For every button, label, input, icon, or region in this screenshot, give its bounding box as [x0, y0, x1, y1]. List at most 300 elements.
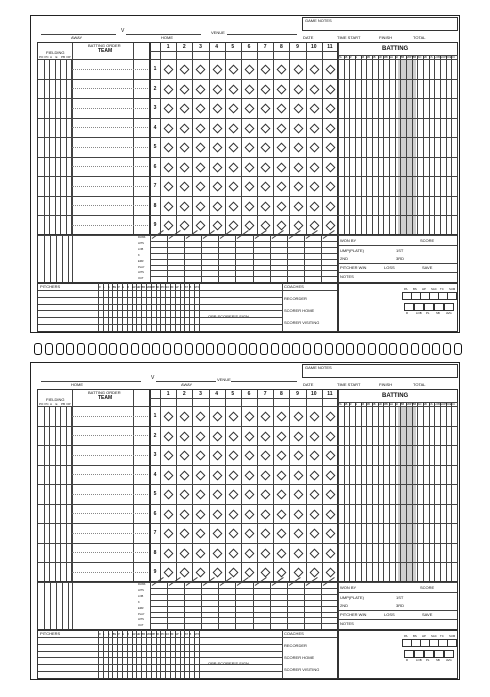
inning-col-line	[209, 43, 210, 235]
base-diamond-icon[interactable]	[277, 548, 287, 558]
counter-box[interactable]	[404, 303, 414, 311]
base-diamond-icon[interactable]	[309, 412, 319, 422]
base-diamond-icon[interactable]	[164, 431, 174, 441]
total-col-line	[287, 582, 288, 630]
base-diamond-icon[interactable]	[212, 451, 222, 461]
base-diamond-icon[interactable]	[228, 529, 238, 539]
batting-col-line	[372, 402, 376, 582]
base-diamond-icon[interactable]	[261, 84, 271, 94]
base-diamond-icon[interactable]	[196, 470, 206, 480]
base-diamond-icon[interactable]	[245, 182, 255, 192]
base-diamond-icon[interactable]	[180, 431, 190, 441]
finish-label: FINISH	[379, 35, 393, 40]
base-diamond-icon[interactable]	[228, 221, 238, 231]
base-diamond-icon[interactable]	[325, 84, 335, 94]
base-diamond-icon[interactable]	[309, 431, 319, 441]
base-diamond-icon[interactable]	[196, 182, 206, 192]
base-diamond-icon[interactable]	[180, 451, 190, 461]
base-diamond-icon[interactable]	[180, 162, 190, 172]
lineup-block	[37, 42, 151, 236]
total-row-line	[150, 617, 338, 618]
base-diamond-icon[interactable]	[164, 65, 174, 75]
venue-line[interactable]	[231, 381, 297, 382]
base-diamond-icon[interactable]	[228, 568, 238, 578]
base-diamond-icon[interactable]	[212, 548, 222, 558]
inning-number: 5	[231, 43, 235, 50]
base-diamond-icon[interactable]	[245, 104, 255, 114]
base-diamond-icon[interactable]	[228, 84, 238, 94]
base-diamond-icon[interactable]	[245, 123, 255, 133]
counter-label: PL	[426, 311, 430, 315]
base-diamond-icon[interactable]	[277, 509, 287, 519]
counter-box[interactable]	[447, 292, 457, 300]
base-diamond-icon[interactable]	[245, 490, 255, 500]
base-diamond-icon[interactable]	[180, 509, 190, 519]
lineup-row-line	[38, 523, 150, 524]
base-diamond-icon[interactable]	[293, 182, 303, 192]
inning-number: 2	[182, 43, 186, 50]
pitchers-label: PITCHERS	[40, 631, 61, 636]
total-row-label: OUT	[138, 277, 144, 281]
base-diamond-icon[interactable]	[309, 529, 319, 539]
base-diamond-icon[interactable]	[180, 470, 190, 480]
base-diamond-icon[interactable]	[212, 201, 222, 211]
base-diamond-icon[interactable]	[164, 470, 174, 480]
counter-box[interactable]	[424, 650, 434, 658]
counter-box[interactable]	[414, 650, 424, 658]
base-diamond-icon[interactable]	[196, 568, 206, 578]
inning-number: 7	[263, 390, 267, 397]
base-diamond-icon[interactable]	[277, 431, 287, 441]
base-diamond-icon[interactable]	[309, 509, 319, 519]
base-diamond-icon[interactable]	[309, 162, 319, 172]
base-diamond-icon[interactable]	[212, 65, 222, 75]
base-diamond-icon[interactable]	[325, 123, 335, 133]
base-diamond-icon[interactable]	[164, 162, 174, 172]
lineup-row-line	[38, 426, 150, 427]
base-diamond-icon[interactable]	[277, 123, 287, 133]
inning-number: 6	[247, 390, 251, 397]
base-diamond-icon[interactable]	[325, 412, 335, 422]
base-diamond-icon[interactable]	[180, 412, 190, 422]
game-notes-box[interactable]	[302, 364, 458, 378]
base-diamond-icon[interactable]	[261, 490, 271, 500]
base-diamond-icon[interactable]	[325, 548, 335, 558]
base-diamond-icon[interactable]	[164, 123, 174, 133]
base-diamond-icon[interactable]	[309, 143, 319, 153]
base-diamond-icon[interactable]	[212, 490, 222, 500]
base-diamond-icon[interactable]	[196, 548, 206, 558]
base-diamond-icon[interactable]	[293, 123, 303, 133]
base-diamond-icon[interactable]	[261, 412, 271, 422]
base-diamond-icon[interactable]	[293, 568, 303, 578]
inning-number: 5	[231, 390, 235, 397]
base-diamond-icon[interactable]	[180, 123, 190, 133]
batting-col-header: HBP	[406, 55, 412, 59]
batting-stats	[337, 42, 458, 236]
base-diamond-icon[interactable]	[164, 412, 174, 422]
base-diamond-icon[interactable]	[293, 431, 303, 441]
base-diamond-icon[interactable]	[212, 529, 222, 539]
base-diamond-icon[interactable]	[180, 182, 190, 192]
base-diamond-icon[interactable]	[245, 162, 255, 172]
base-diamond-icon[interactable]	[325, 529, 335, 539]
batting-col-header: SB	[423, 402, 427, 406]
counter-box[interactable]	[404, 650, 414, 658]
base-diamond-icon[interactable]	[261, 65, 271, 75]
counter-box[interactable]	[444, 303, 454, 311]
base-diamond-icon[interactable]	[277, 104, 287, 114]
base-diamond-icon[interactable]	[309, 221, 319, 231]
pitching-col-header: NP	[175, 632, 179, 636]
base-diamond-icon[interactable]	[277, 182, 287, 192]
base-diamond-icon[interactable]	[196, 431, 206, 441]
base-diamond-icon[interactable]	[293, 221, 303, 231]
spiral-ring-icon	[45, 343, 53, 355]
counter-box[interactable]	[434, 303, 444, 311]
counter-label: R	[406, 311, 409, 315]
base-diamond-icon[interactable]	[228, 104, 238, 114]
base-diamond-icon[interactable]	[261, 431, 271, 441]
base-diamond-icon[interactable]	[261, 123, 271, 133]
base-diamond-icon[interactable]	[180, 143, 190, 153]
total-row-line	[150, 247, 338, 248]
base-diamond-icon[interactable]	[325, 104, 335, 114]
base-diamond-icon[interactable]	[293, 84, 303, 94]
base-diamond-icon[interactable]	[180, 490, 190, 500]
base-diamond-icon[interactable]	[309, 104, 319, 114]
base-diamond-icon[interactable]	[309, 84, 319, 94]
base-diamond-icon[interactable]	[293, 143, 303, 153]
pitching-col-header: K	[179, 285, 182, 289]
batting-col-header: R	[349, 55, 352, 59]
base-diamond-icon[interactable]	[196, 509, 206, 519]
base-diamond-icon[interactable]	[180, 529, 190, 539]
base-diamond-icon[interactable]	[293, 548, 303, 558]
base-diamond-icon[interactable]	[228, 201, 238, 211]
batting-col-line	[440, 55, 441, 235]
pitching-col-header: BF	[170, 285, 174, 289]
game-notes-box[interactable]	[302, 17, 458, 31]
base-diamond-icon[interactable]	[180, 201, 190, 211]
spiral-ring-icon	[228, 343, 236, 355]
base-diamond-icon[interactable]	[325, 490, 335, 500]
base-diamond-icon[interactable]	[228, 548, 238, 558]
base-diamond-icon[interactable]	[196, 221, 206, 231]
base-diamond-icon[interactable]	[164, 490, 174, 500]
base-diamond-icon[interactable]	[261, 529, 271, 539]
base-diamond-icon[interactable]	[277, 412, 287, 422]
base-diamond-icon[interactable]	[228, 412, 238, 422]
base-diamond-icon[interactable]	[164, 221, 174, 231]
base-diamond-icon[interactable]	[164, 201, 174, 211]
base-diamond-icon[interactable]	[245, 412, 255, 422]
base-diamond-icon[interactable]	[309, 65, 319, 75]
base-diamond-icon[interactable]	[261, 451, 271, 461]
total-field-line	[44, 582, 45, 630]
base-diamond-icon[interactable]	[228, 490, 238, 500]
batting-row-line	[338, 79, 457, 80]
base-diamond-icon[interactable]	[261, 509, 271, 519]
base-diamond-icon[interactable]	[277, 568, 287, 578]
pitching-col-header: BS	[112, 285, 117, 289]
pitching-col-header: STK	[194, 632, 200, 636]
base-diamond-icon[interactable]	[293, 162, 303, 172]
base-diamond-icon[interactable]	[325, 65, 335, 75]
total-row-label: LOB	[138, 247, 144, 251]
pitch-header-line	[38, 637, 338, 638]
base-diamond-icon[interactable]	[261, 104, 271, 114]
base-diamond-icon[interactable]	[212, 509, 222, 519]
base-diamond-icon[interactable]	[212, 162, 222, 172]
batting-title: BATTING	[382, 46, 409, 52]
base-diamond-icon[interactable]	[196, 143, 206, 153]
base-diamond-icon[interactable]	[293, 509, 303, 519]
base-diamond-icon[interactable]	[228, 143, 238, 153]
base-diamond-icon[interactable]	[325, 182, 335, 192]
inning-number: 8	[279, 43, 283, 50]
base-diamond-icon[interactable]	[196, 412, 206, 422]
base-diamond-icon[interactable]	[277, 221, 287, 231]
batting-col-line	[360, 402, 365, 582]
base-diamond-icon[interactable]	[228, 162, 238, 172]
base-diamond-icon[interactable]	[212, 470, 222, 480]
batting-col-line	[400, 55, 401, 235]
base-diamond-icon[interactable]	[309, 568, 319, 578]
base-diamond-icon[interactable]	[228, 509, 238, 519]
v-label: V	[121, 28, 125, 34]
spiral-ring-icon	[400, 343, 408, 355]
counter-box[interactable]	[424, 303, 434, 311]
total-row-label: RUNS	[138, 583, 146, 586]
base-diamond-icon[interactable]	[196, 529, 206, 539]
total-col-line	[253, 582, 254, 630]
away-label: AWAY	[71, 35, 83, 40]
base-diamond-icon[interactable]	[325, 431, 335, 441]
base-diamond-icon[interactable]	[245, 431, 255, 441]
base-diamond-icon[interactable]	[180, 548, 190, 558]
base-diamond-icon[interactable]	[293, 104, 303, 114]
base-diamond-icon[interactable]	[309, 123, 319, 133]
counter-box[interactable]	[447, 639, 457, 647]
lineup-sub-line	[72, 474, 150, 475]
batting-stats	[337, 389, 458, 583]
base-diamond-icon[interactable]	[196, 451, 206, 461]
pitching-col-header: STK	[194, 285, 200, 289]
base-diamond-icon[interactable]	[245, 201, 255, 211]
base-diamond-icon[interactable]	[309, 470, 319, 480]
base-diamond-icon[interactable]	[293, 490, 303, 500]
base-diamond-icon[interactable]	[164, 509, 174, 519]
base-diamond-icon[interactable]	[164, 104, 174, 114]
total-row-label: K	[138, 253, 140, 257]
field-col-header: PO	[39, 55, 44, 59]
base-diamond-icon[interactable]	[196, 65, 206, 75]
base-diamond-icon[interactable]	[293, 201, 303, 211]
base-diamond-icon[interactable]	[293, 451, 303, 461]
base-diamond-icon[interactable]	[325, 201, 335, 211]
scoresheet-bottom	[30, 362, 460, 680]
inning-row-line	[150, 543, 338, 544]
base-diamond-icon[interactable]	[245, 529, 255, 539]
base-diamond-icon[interactable]	[277, 84, 287, 94]
base-diamond-icon[interactable]	[325, 162, 335, 172]
base-diamond-icon[interactable]	[277, 143, 287, 153]
total-col-line	[321, 235, 322, 283]
base-diamond-icon[interactable]	[325, 451, 335, 461]
base-diamond-icon[interactable]	[293, 529, 303, 539]
base-diamond-icon[interactable]	[277, 201, 287, 211]
base-diamond-icon[interactable]	[309, 182, 319, 192]
base-diamond-icon[interactable]	[180, 221, 190, 231]
base-diamond-icon[interactable]	[180, 104, 190, 114]
base-diamond-icon[interactable]	[196, 123, 206, 133]
base-diamond-icon[interactable]	[228, 123, 238, 133]
base-diamond-icon[interactable]	[245, 548, 255, 558]
base-diamond-icon[interactable]	[212, 143, 222, 153]
base-diamond-icon[interactable]	[180, 84, 190, 94]
base-diamond-icon[interactable]	[228, 182, 238, 192]
base-diamond-icon[interactable]	[245, 470, 255, 480]
batting-col-line	[451, 402, 452, 582]
base-diamond-icon[interactable]	[180, 568, 190, 578]
base-diamond-icon[interactable]	[212, 84, 222, 94]
base-diamond-icon[interactable]	[164, 143, 174, 153]
pitching-col-header: HBP	[146, 285, 152, 289]
counter-label: SUM	[449, 634, 456, 638]
base-diamond-icon[interactable]	[164, 84, 174, 94]
pitching-col-header: WP	[151, 632, 156, 636]
batting-row-line	[338, 484, 457, 485]
pitchers-label: PITCHERS	[40, 284, 61, 289]
base-diamond-icon[interactable]	[309, 490, 319, 500]
base-diamond-icon[interactable]	[245, 568, 255, 578]
base-diamond-icon[interactable]	[196, 84, 206, 94]
base-diamond-icon[interactable]	[261, 548, 271, 558]
base-diamond-icon[interactable]	[277, 65, 287, 75]
base-diamond-icon[interactable]	[245, 84, 255, 94]
batting-col-header: ROE	[445, 402, 452, 406]
pitching-col-header: SO	[165, 285, 170, 289]
counter-block	[337, 282, 458, 332]
base-diamond-icon[interactable]	[164, 568, 174, 578]
base-diamond-icon[interactable]	[164, 548, 174, 558]
base-diamond-icon[interactable]	[277, 451, 287, 461]
base-diamond-icon[interactable]	[309, 548, 319, 558]
score-label: SCORE	[420, 238, 435, 243]
base-diamond-icon[interactable]	[212, 123, 222, 133]
base-diamond-icon[interactable]	[277, 470, 287, 480]
pitching-col-header: WP	[151, 285, 156, 289]
pitch-header-line	[38, 290, 338, 291]
base-diamond-icon[interactable]	[325, 143, 335, 153]
batting-order-label: BATTING ORDER	[88, 43, 121, 48]
base-diamond-icon[interactable]	[261, 182, 271, 192]
base-diamond-icon[interactable]	[228, 451, 238, 461]
base-diamond-icon[interactable]	[293, 65, 303, 75]
batting-col-header: CS	[428, 402, 433, 406]
base-diamond-icon[interactable]	[277, 162, 287, 172]
inning-col-line	[192, 43, 193, 235]
base-diamond-icon[interactable]	[277, 490, 287, 500]
venue-line[interactable]	[227, 34, 297, 35]
base-diamond-icon[interactable]	[261, 470, 271, 480]
base-diamond-icon[interactable]	[245, 65, 255, 75]
won-by-label: WON BY	[340, 238, 357, 243]
counter-box[interactable]	[444, 650, 454, 658]
base-diamond-icon[interactable]	[196, 104, 206, 114]
counter-block	[337, 629, 458, 679]
total-field-line	[62, 235, 63, 283]
base-diamond-icon[interactable]	[164, 451, 174, 461]
lineup-row-line	[38, 157, 150, 158]
time-start-label: TIME START	[337, 35, 361, 40]
base-diamond-icon[interactable]	[261, 143, 271, 153]
base-diamond-icon[interactable]	[309, 201, 319, 211]
base-diamond-icon[interactable]	[245, 451, 255, 461]
inning-row-line	[150, 484, 338, 485]
base-diamond-icon[interactable]	[245, 509, 255, 519]
base-diamond-icon[interactable]	[261, 162, 271, 172]
spiral-ring-icon	[217, 343, 225, 355]
base-diamond-icon[interactable]	[277, 529, 287, 539]
base-diamond-icon[interactable]	[245, 221, 255, 231]
base-diamond-icon[interactable]	[325, 509, 335, 519]
base-diamond-icon[interactable]	[164, 182, 174, 192]
base-diamond-icon[interactable]	[180, 65, 190, 75]
counter-box[interactable]	[434, 650, 444, 658]
counter-box[interactable]	[414, 303, 424, 311]
away-label: AWAY	[181, 382, 193, 387]
inning-col-line	[273, 43, 274, 235]
home-line[interactable]	[41, 381, 141, 382]
pitching-col-header: ST	[184, 632, 189, 636]
spiral-ring-icon	[142, 343, 150, 355]
base-diamond-icon[interactable]	[212, 104, 222, 114]
batting-col-header: GDP	[440, 402, 446, 406]
base-diamond-icon[interactable]	[325, 470, 335, 480]
pitching-col-header: PO	[160, 285, 165, 289]
base-diamond-icon[interactable]	[196, 162, 206, 172]
base-diamond-icon[interactable]	[261, 201, 271, 211]
base-diamond-icon[interactable]	[212, 412, 222, 422]
total-col-line	[235, 235, 236, 283]
batting-row-line	[338, 543, 457, 544]
base-diamond-icon[interactable]	[196, 490, 206, 500]
base-diamond-icon[interactable]	[228, 470, 238, 480]
base-diamond-icon[interactable]	[293, 470, 303, 480]
base-diamond-icon[interactable]	[228, 65, 238, 75]
spiral-ring-icon	[411, 343, 419, 355]
base-diamond-icon[interactable]	[293, 412, 303, 422]
batting-col-line	[429, 402, 430, 582]
base-diamond-icon[interactable]	[212, 182, 222, 192]
batting-row-line	[338, 157, 457, 158]
field-col-header: E	[55, 402, 58, 406]
base-diamond-icon[interactable]	[196, 201, 206, 211]
pitching-col-header: BS	[112, 632, 117, 636]
lineup-sub-line	[72, 494, 150, 495]
base-diamond-icon[interactable]	[309, 451, 319, 461]
base-diamond-icon[interactable]	[164, 529, 174, 539]
base-diamond-icon[interactable]	[245, 143, 255, 153]
spiral-ring-icon	[422, 343, 430, 355]
base-diamond-icon[interactable]	[212, 431, 222, 441]
pitch-row-line	[38, 671, 282, 672]
base-diamond-icon[interactable]	[228, 431, 238, 441]
pitching-col-header: BF	[170, 632, 174, 636]
batting-col-line	[400, 402, 401, 582]
